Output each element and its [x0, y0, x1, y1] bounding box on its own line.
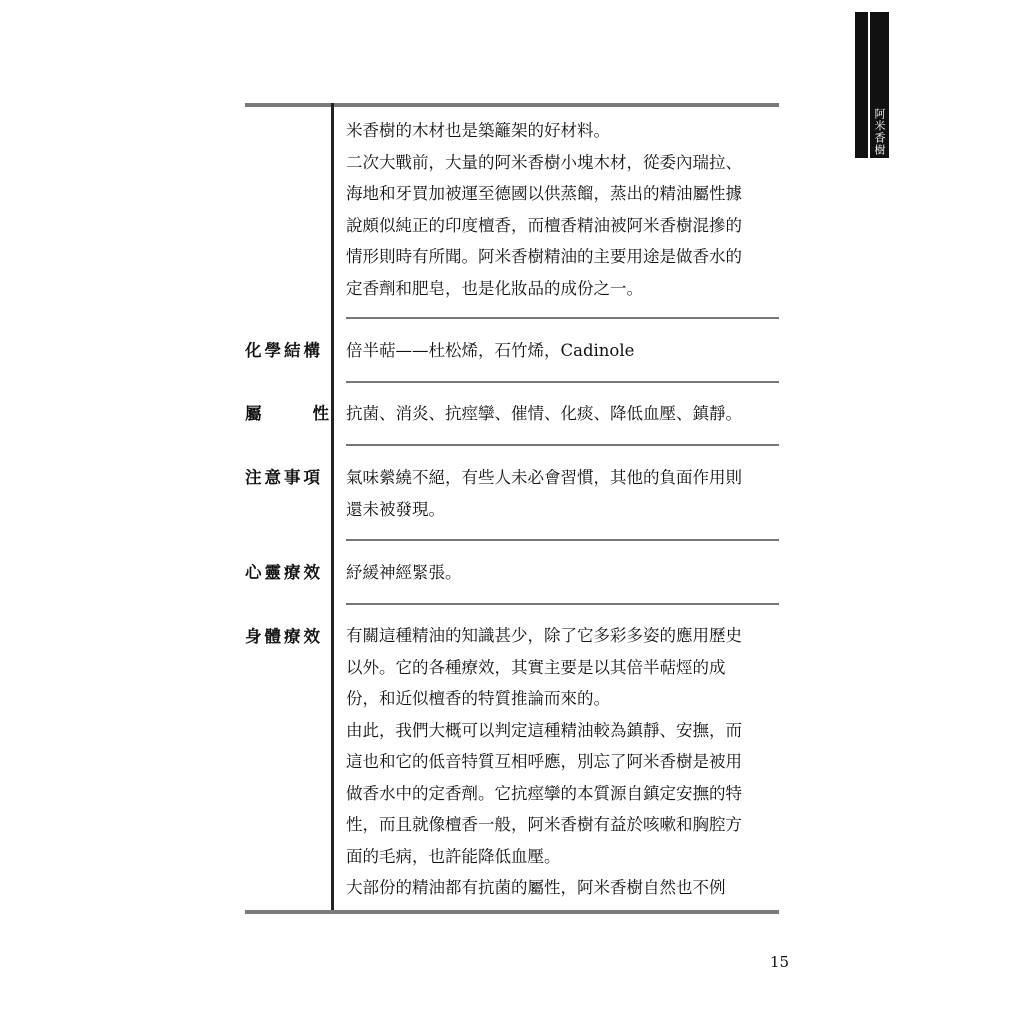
label-properties — [245, 404, 329, 424]
table-vertical-rule — [331, 103, 334, 914]
label-precautions: 注意事項 — [245, 468, 323, 487]
text-line: 紓緩神經緊張。 — [346, 563, 462, 582]
precautions-text — [346, 462, 786, 525]
thumb-tab-title: 阿米香樹 — [873, 108, 886, 156]
table-top-rule — [245, 103, 779, 107]
text-line: 說頗似純正的印度檀香，而檀香精油被阿米香樹混摻的 — [346, 215, 742, 235]
properties-text — [346, 398, 786, 430]
text-line: 這也和它的低音特質互相呼應，別忘了阿米香樹是被用 — [346, 752, 742, 771]
table-bottom-rule — [245, 910, 779, 914]
intro-paragraph — [346, 115, 786, 304]
page-number: 15 — [770, 953, 790, 971]
text-line: 情形則時有所聞。阿米香樹精油的主要用途是做香水的 — [346, 247, 742, 266]
thumb-tab-divider — [868, 12, 870, 158]
text-line: 二次大戰前，大量的阿米香樹小塊木材，從委內瑞拉、 — [346, 152, 742, 172]
text-line: 氣味縈繞不絕，有些人未必會習慣，其他的負面作用則 — [346, 468, 742, 487]
section-divider — [346, 603, 779, 605]
text-line: 還未被發現。 — [346, 499, 445, 519]
text-line: 米香樹的木材也是築籬架的好材料。 — [346, 121, 610, 140]
text-line: 面的毛病，也許能降低血壓。 — [346, 846, 561, 866]
text-line: 以外。它的各種療效，其實主要是以其倍半萜烴的成 — [346, 657, 726, 677]
label-properties-last-char: 性 — [312, 404, 329, 423]
text-line: 份，和近似檀香的特質推論而來的。 — [346, 689, 610, 708]
section-divider — [346, 539, 779, 541]
text-line: 做香水中的定香劑。它抗痙攣的本質源自鎮定安撫的特 — [346, 783, 742, 803]
label-mental-effects: 心靈療效 — [245, 563, 323, 582]
text-line: 由此，我們大概可以判定這種精油較為鎮靜、安撫，而 — [346, 720, 742, 740]
text-line: 定香劑和肥皂，也是化妝品的成份之一。 — [346, 278, 643, 298]
text-line: 大部份的精油都有抗菌的屬性，阿米香樹自然也不例 — [346, 878, 726, 897]
chapter-thumb-tab — [855, 12, 889, 158]
text-line: 有關這種精油的知識甚少，除了它多彩多姿的應用歷史 — [346, 626, 742, 645]
text-line: 抗菌、消炎、抗痙攣、催情、化痰、降低血壓、鎮靜。 — [346, 404, 742, 423]
section-divider — [346, 444, 779, 446]
mental-effects-text — [346, 557, 786, 589]
text-line: 性，而且就像檀香一般，阿米香樹有益於咳嗽和胸腔方 — [346, 815, 742, 834]
text-line: 倍半萜——杜松烯，石竹烯，Cadinole — [346, 341, 635, 360]
text-line: 海地和牙買加被運至德國以供蒸餾，蒸出的精油屬性據 — [346, 184, 742, 203]
section-divider — [346, 317, 779, 319]
label-chemical-structure: 化學結構 — [245, 341, 323, 360]
chemical-structure-text — [346, 335, 786, 367]
label-physical-effects: 身體療效 — [245, 627, 323, 646]
label-properties-first-char: 屬 — [245, 404, 262, 423]
physical-effects-text — [346, 620, 786, 904]
section-divider — [346, 381, 779, 383]
